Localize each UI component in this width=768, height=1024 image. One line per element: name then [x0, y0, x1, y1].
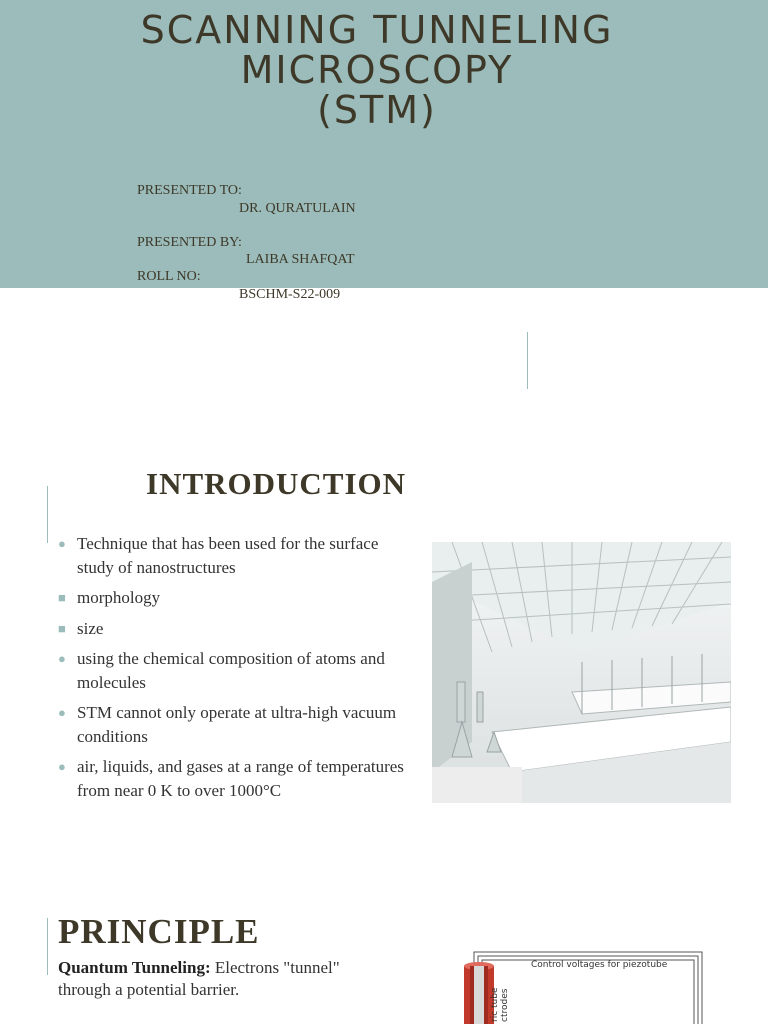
list-item: [58, 532, 418, 579]
bullet-icon: ●: [58, 536, 66, 551]
diagram-label: Control voltages for piezotube: [531, 960, 668, 970]
bullet-icon: ●: [58, 759, 66, 774]
list-item: [58, 647, 418, 694]
slide-title: SCANNING TUNNELING MICROSCOPY (STM): [140, 8, 614, 132]
presented-by-label: PRESENTED BY:: [137, 235, 242, 250]
diagram-side-label: ric tube ctrodes: [490, 987, 510, 1022]
bullet-text: Technique that has been used for the surface study of nanostructures: [77, 534, 379, 577]
bullet-icon: ●: [58, 705, 66, 720]
bullet-text: morphology: [77, 588, 161, 607]
list-item: [58, 755, 418, 802]
bullet-icon: ■: [58, 620, 66, 636]
list-item: [58, 617, 418, 641]
principle-text: [58, 957, 358, 1001]
presented-by-name: LAIBA SHAFQAT: [246, 252, 355, 267]
principle-term: Quantum Tunneling:: [58, 958, 211, 977]
bullet-text: size: [77, 618, 104, 638]
principle-heading: PRINCIPLE: [58, 912, 260, 951]
bullet-icon: ●: [58, 651, 66, 666]
intro-heading: INTRODUCTION: [146, 466, 407, 501]
presented-to-name: DR. QURATULAIN: [239, 201, 356, 216]
principle-description: Electrons "tunnel" through a potential barrier.: [58, 958, 340, 999]
laboratory-photo: [432, 542, 731, 803]
list-item: [58, 701, 418, 748]
decorative-divider: [527, 332, 528, 389]
bullet-text: air, liquids, and gases at a range of temperatures from near 0 K to over 1000°C: [77, 757, 404, 800]
bullet-text: using the chemical composition of atoms and molecules: [77, 649, 385, 692]
list-item: [58, 586, 418, 610]
bullet-text: STM cannot only operate at ultra-high vacuum conditions: [77, 703, 397, 746]
intro-bullet-list: [58, 532, 418, 809]
bullet-icon: ■: [58, 590, 66, 605]
roll-no-label: ROLL NO:: [137, 269, 201, 284]
principle-accent-line: [47, 918, 48, 975]
roll-no-value: BSCHM-S22-009: [239, 287, 341, 302]
presented-to-label: PRESENTED TO:: [137, 183, 242, 198]
intro-accent-line: [47, 486, 48, 543]
